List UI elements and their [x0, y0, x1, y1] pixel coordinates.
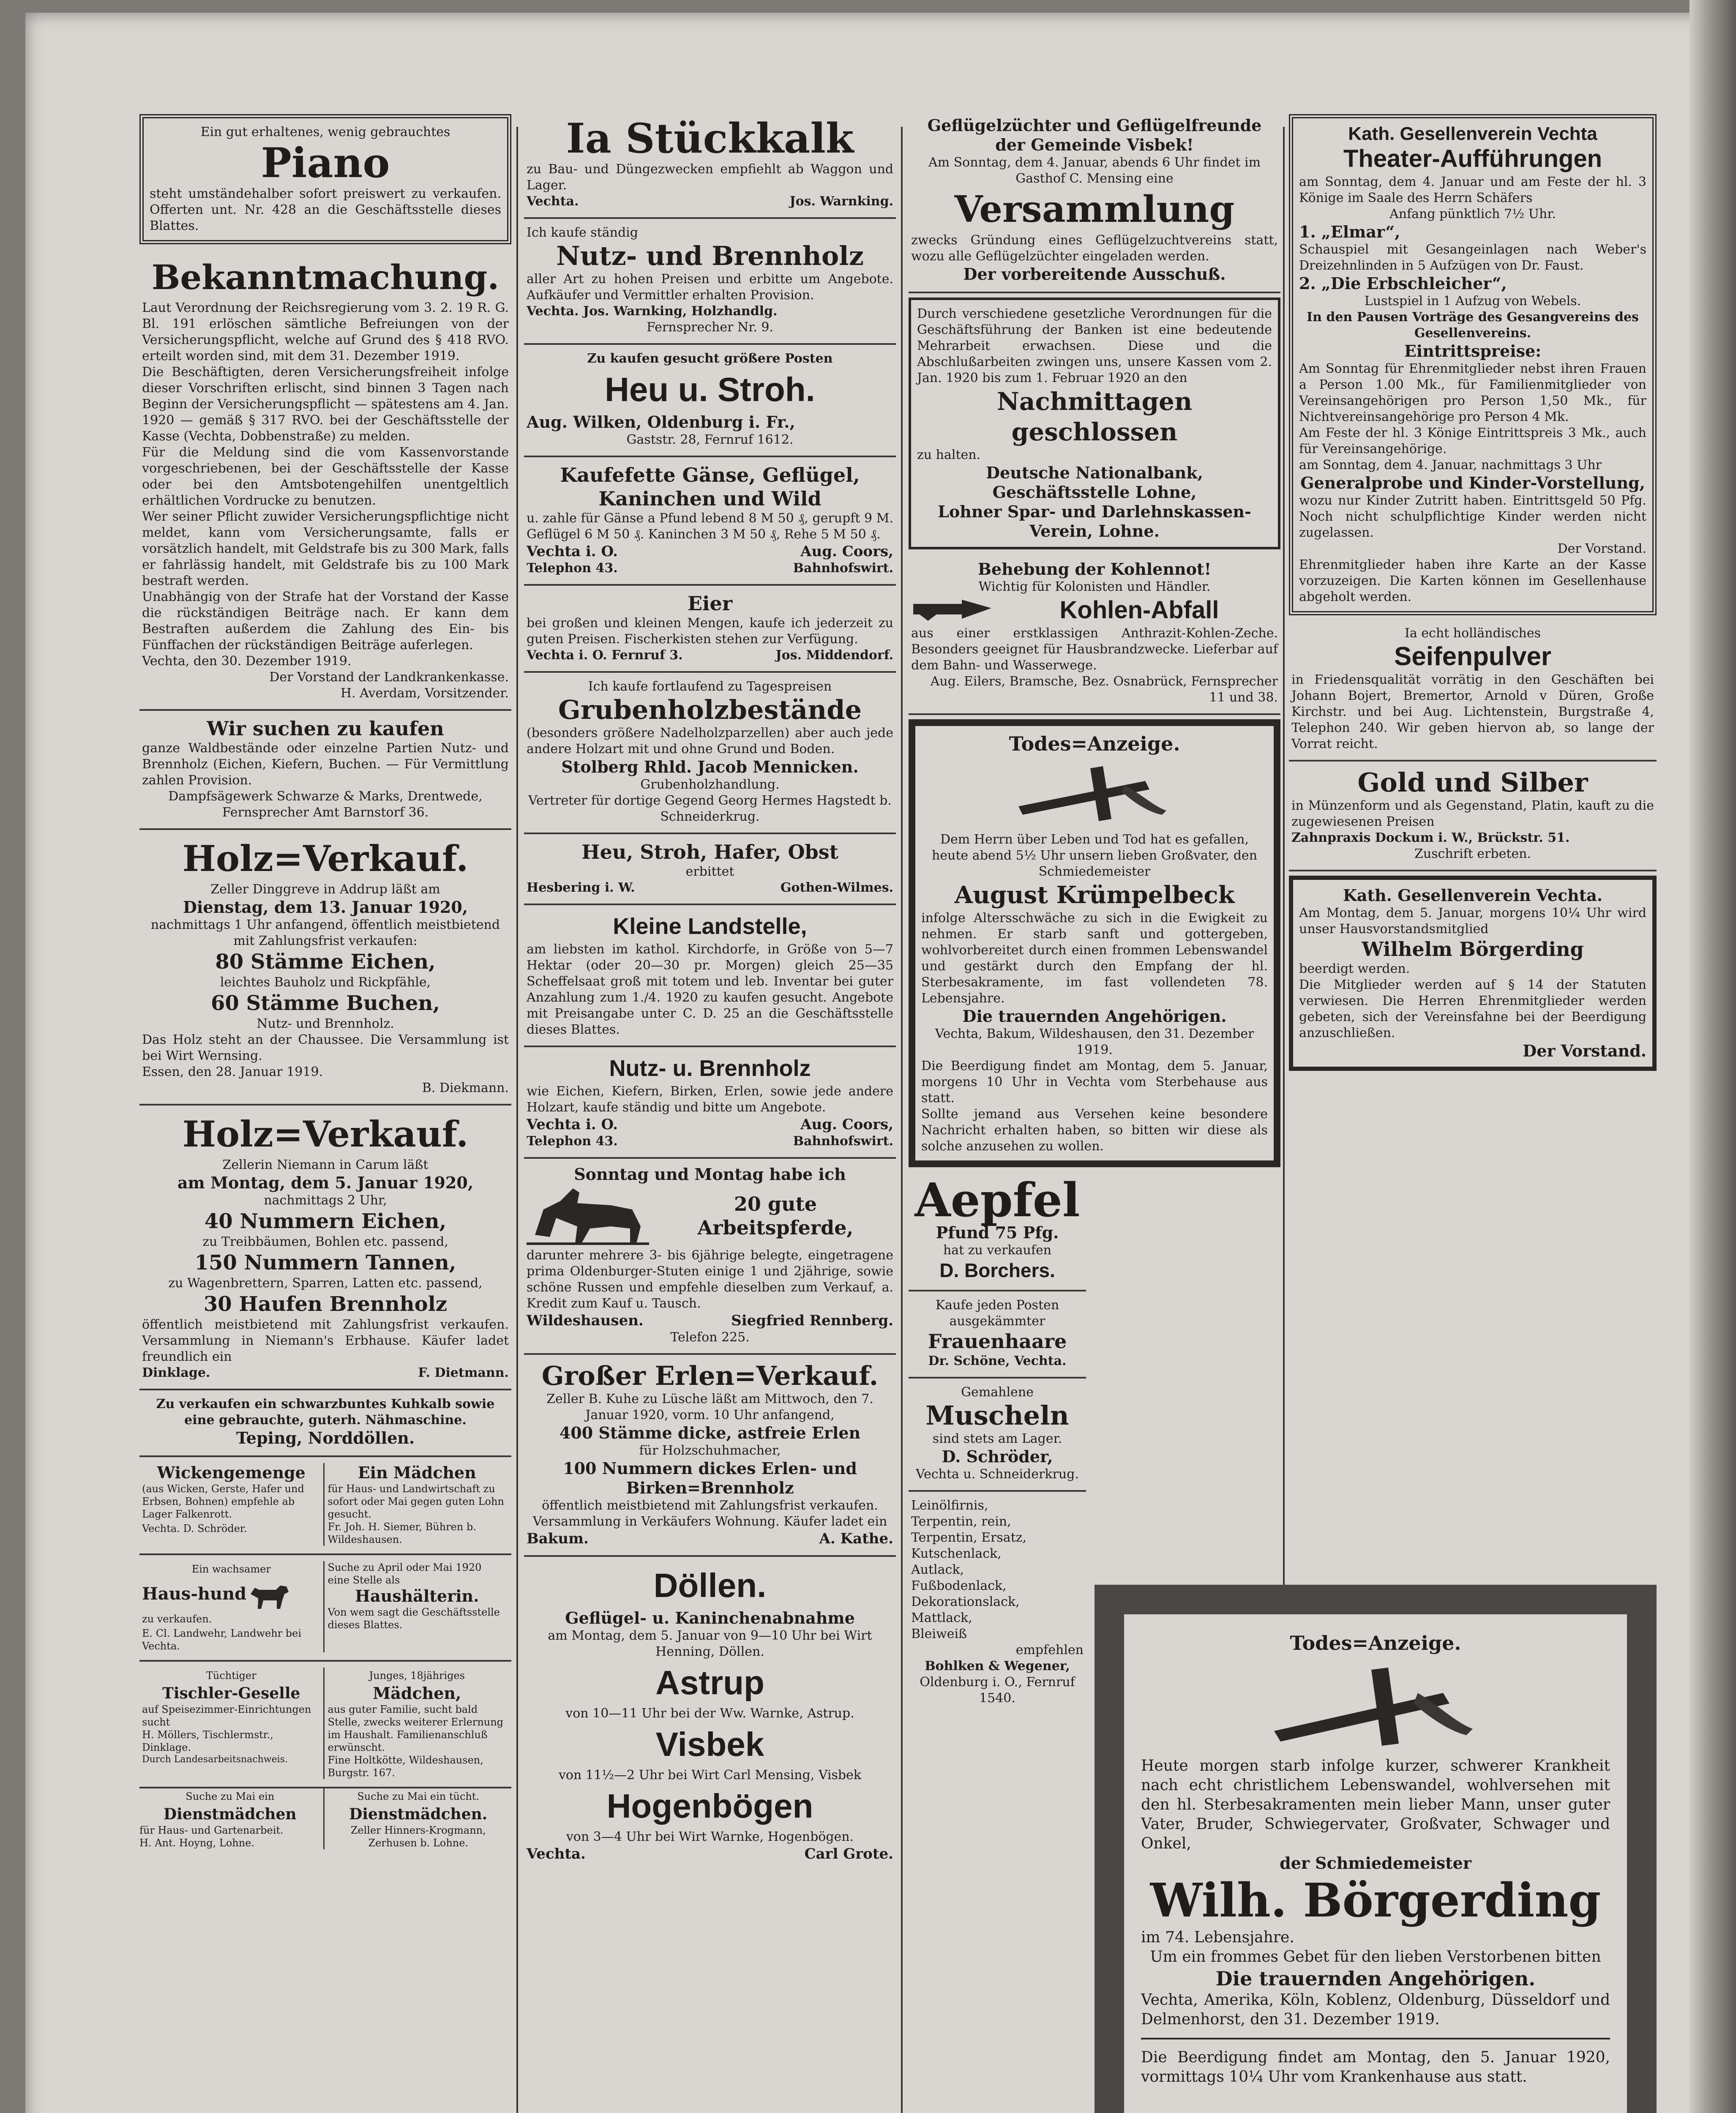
ad-theater: Kath. Gesellenverein Vechta Theater-Aufführungen am Sonntag, dem 4. Januar und am Feste der hl. 3 Könige im Saale des Herrn Schäfers Anfang pünktlich 7½ Uhr. 1. „Elmar“, Schauspiel mit Gesangeinlagen nach Weber's Dreizehnlinden in 5 Aufzügen von Dr. Faust. 2. „Die Erbschleicher“, Lustspiel in 1 Aufzug von Webels. In den Pausen Vorträge des Gesangvereins des Gesellenvereins. Eintrittspreise: Am Sonntag für Ehrenmitglieder nebst ihren Frauen a Person 1.00 Mk., für Familienmitglieder von Vereinsangehörigen pro Person 1,50 Mk., für Nichtvereinsangehörige pro Person 4 Mk. Am Feste der hl. 3 Könige Eintrittspreis 3 Mk., auch für Vereinsangehörige. am Sonntag, dem 4. Januar, nachmittags 3 Uhr Generalprobe und Kinder-Vorstellung, wozu nur Kinder Zutritt haben. Eintrittsgeld 50 Pfg. Noch nicht schulpflichtige Kinder werden nicht zugelassen. Der Vorstand. Ehrenmitglieder haben ihre Karte an der Kasse vorzuzeigen. Die Karten können im Gesellenhause abgeholt werden. — [1289, 114, 1657, 615]
ad-banken: Durch verschiedene gesetzliche Verordnungen für die Geschäftsführung der Banken ist eine bedeutende Mehrarbeit erwachsen. Diese und die Abschlußarbeiten zwingen uns, unsere Kassen vom 2. Jan. 1920 bis zum 1. Februar 1920 an den Nachmittagen geschlossen zu halten. Deutsche Nationalbank, Geschäftsstelle Lohne, Lohner Spar- und Darlehnskassen-Verein, Lohne. — [909, 298, 1280, 549]
ad-dienstmaedchen-2: Suche zu Mai ein tücht. Dienstmädchen. Zeller Hinners-Krogmann, Zerhusen b. Lohne. — [349, 1791, 488, 1849]
ad-wir-suchen: Wir suchen zu kaufen ganze Waldbestände oder einzelne Partien Nutz- und Brennholz (Eichen, Kiefern, Buchen. — Für Vermittlung zahlen Provision. Dampfsägewerk Schwarze & Marks, Drentwede, Fernsprecher Amt Barnstorf 36. — [139, 711, 511, 830]
ad-seifenpulver: Ia echt holländisches Seifenpulver in Friedensqualität vorrätig in den Geschäften bei Johann Bojert, Bremertor, Arnold v Düren, Große Kirchstr. und bei Aug. Lichtenstein, Burgstraße 4, Telephon 240. Wir geben hiervon ab, so lange der Vorrat reicht. — [1289, 620, 1657, 762]
ad-haushund: Ein wachsamer Haus-hund zu verkaufen. E. Cl. Landwehr, Landwehr bei Vechta. — [142, 1561, 325, 1652]
ad-gefluegelzuechter: Geflügelzüchter und Geflügelfreunde der Gemeinde Visbek! Am Sonntag, dem 4. Januar, abends 6 Uhr findet im Gasthof C. Mensing eine Versammlung zwecks Gründung eines Geflügelzuchtvereins statt, wozu alle Geflügelzüchter eingeladen werden. Der vorbereitende Ausschuß. — [909, 110, 1280, 293]
ad-bekanntmachung: Bekanntmachung. Laut Verordnung der Reichsregierung vom 3. 2. 19 R. G. Bl. 191 erlöschen sämtliche Befreiungen von der Versicherungspflicht, welche auf Grund des § 418 RVO. erteilt worden sind, mit dem 31. Dezember 1919. Die Beschäftigten, deren Versicherungsfreiheit infolge dieser Vorschriften erlischt, sind binnen 3 Tagen nach Beginn der Versicherungspflicht — spätestens am 4. Jan. 1920 — gemäß § 317 RVO. bei der Geschäftsstelle der Kasse (Vechta, Dobbenstraße) zu melden. Für die Meldung sind die vom Kassenvorstande vorgeschriebenen, bei der Geschäftsstelle der Kasse oder bei den Amtsbotengehilfen unentgeltlich erhältlichen Vordrucke zu benutzen. Wer seiner Pflicht zuwider Versicherungspflichtige nicht meldet, kann vom Versicherungsamte, falls er vorsätzlich handelt, mit Geldstrafe bis zu 300 Mark, falls er fahrlässig handelt, mit Geldstrafe bis zu 100 Mark bestraft werden. Unabhängig von der Strafe hat der Vorstand der Kasse die rückständigen Beiträge nach. Er kann dem Bestraften außerdem die Zahlung des Ein- bis Fünffachen der rückständigen Beiträge auferlegen. Vechta, den 30. Dezember 1919. Der Vorstand der Landkrankenkasse. H. Averdam, Vorsitzender. — [139, 248, 511, 711]
ad-heu-hafer: Heu, Stroh, Hafer, Obst erbittet Hesbering i. W. Gothen-Wilmes. — [524, 834, 896, 905]
ad-todes-anzeige-1: Todes=Anzeige. Dem Herrn über Leben und Tod hat es gefallen, heute abend 5½ Uhr unsern lieben Großvater, den Schmiedemeister August Krümpelbeck infolge Altersschwäche zu sich in die Ewigkeit zu nehmen. Er starb sanft und gottergeben, wohlvorbereitet durch einen frommen Lebenswandel und gestärkt durch den Empfang der hl. Sterbesakramente, im fast vollendeten 78. Lebensjahre. Die trauernden Angehörigen. Vechta, Bakum, Wildeshausen, den 31. Dezember 1919. Die Beerdigung findet am Montag, dem 5. Januar, morgens 10 Uhr in Vechta vom Sterbehause aus statt. Sollte jemand aus Versehen keine besondere Nachricht erhalten haben, so bitten wir diese als solche anzusehen zu wollen. — [909, 719, 1280, 1167]
ad-gold-silber: Gold und Silber in Münzenform und als Gegenstand, Platin, kauft zu die zugewiesenen Preisen Zahnpraxis Dockum i. W., Brückstr. 51. Zuschrift erbeten. — [1289, 762, 1657, 871]
ad-haushaelterin: Suche zu April oder Mai 1920 eine Stelle als Haushälterin. Von wem sagt die Geschäftsstelle dieses Blattes. — [328, 1562, 500, 1631]
horse-icon — [527, 1184, 653, 1248]
column-rule — [901, 127, 903, 2113]
divider — [1141, 2038, 1610, 2039]
ad-tischler: Tüchtiger Tischler-Geselle auf Speisezimmer-Einrichtungen sucht H. Möllers, Tischlermstr., Dinklage. Durch Landesarbeitsnachweis. — [142, 1668, 325, 1779]
ad-kohlen: Behebung der Kohlennot! Wichtig für Kolonisten und Händler. Kohlen-Abfall aus einer erstklassigen Anthrazit-Kohlen-Zeche. Besonders geeignet für Hausbrandzwecke. Lieferbar auf dem Bahn- und Wasserwege. Aug. Eilers, Bramsche, Bez. Osnabrück, Fernsprecher 11 und 38. — [909, 554, 1280, 715]
ad-wickengemenge: Wickengemenge (aus Wicken, Gerste, Hafer und Erbsen, Bohnen) empfehle ab Lager Falkenrott. Vechta. D. Schröder. — [142, 1463, 325, 1546]
ad-nutz-brennholz-1: Ich kaufe ständig Nutz- und Brennholz aller Art zu hohen Preisen und erbitte um Angebote. Aufkäufer und Vermittler erhalten Provision. Vechta. Jos. Warnking, Holzhandlg. Fernsprecher Nr. 9. — [524, 219, 896, 345]
ad-eier: Eier bei großen und kleinen Mengen, kaufe ich jederzeit zu guten Preisen. Fischerkisten stehen zur Verfügung. Vechta i. O. Fernruf 3. Jos. Middendorf. — [524, 586, 896, 673]
column-2 — [524, 110, 896, 2113]
ad-ein-maedchen: Ein Mädchen für Haus- und Landwirtschaft zu sofort oder Mai gegen guten Lohn gesucht. Fr. Joh. H. Siemer, Bühren b. Wildeshausen. — [328, 1463, 504, 1545]
ad-doellen: Döllen. Geflügel- u. Kaninchenabnahme am Montag, dem 5. Januar von 9—10 Uhr bei Wirt Henning, Döllen. Astrup von 10—11 Uhr bei der Ww. Warnke, Astrup. Visbek von 11½—2 Uhr bei Wirt Carl Mensing, Visbek Hogenbögen von 3—4 Uhr bei Wirt Warnke, Hogenbögen. Vechta. Carl Grote. — [527, 1567, 893, 1862]
ad-landstelle: Kleine Landstelle, am liebsten im kathol. Kirchdorfe, in Größe von 5—7 Hektar (oder 20—30 pr. Morgen) gleich 25—35 Scheffelsaat groß mit totem und leb. Inventar bei guter Anzahlung zum 1./4. 1920 zu kaufen gesucht. Angebote mit Preisangabe unter C. D. 25 an die Geschäftsstelle dieses Blattes. — [524, 905, 896, 1047]
ad-muscheln: Gemahlene Muscheln sind stets am Lager. D. Schröder, Vechta u. Schneiderkrug. — [909, 1379, 1086, 1492]
small-ads-row-2 — [139, 1555, 511, 1662]
ad-gaense: Kaufefette Gänse, Geflügel, Kaninchen und Wild u. zahle für Gänse a Pfund lebend 8 M 50 ₰, gerupft 9 M. Geflügel 6 M 50 ₰. Kaninchen 3 M 50 ₰, Rehe 5 M 50 ₰. Vechta i. O. Aug. Coors, Telephon 43. Bahnhofswirt. — [524, 457, 896, 586]
column-3-lower-left — [909, 1171, 1086, 1714]
column-4 — [1289, 110, 1657, 1581]
cross-icon — [1006, 760, 1183, 827]
column-rule — [516, 127, 518, 2113]
cross-icon — [1257, 1659, 1494, 1752]
ad-lacke: Leinölfirnis, Terpentin, rein, Terpentin, Ersatz, Kutschenlack, Autlack, Fußbodenlack, Dekorationslack, Mattlack, Bleiweiß empfehlen Bohlken & Wegener, Oldenburg i. O., Fernruf 1540. — [911, 1498, 1084, 1706]
page-binding — [1690, 0, 1736, 2113]
ad-todes-anzeige-2: Todes=Anzeige. Heute morgen starb infolge kurzer, schwerer Krankheit nach echt christlichem Lebenswandel, wohlversehen mit den hl. Sterbesakramenten mein lieber Mann, unser guter Vater, Bruder, Schwiegervater, Großvater, Schwager und Onkel, der Schmiedemeister Wilh. Börgerding im 74. Lebensjahre. Um ein frommes Gebet für den lieben Verstorbenen bitten Die trauernden Angehörigen. Vechta, Amerika, Köln, Koblenz, Oldenburg, Düsseldorf und Delmenhorst, den 31. Dezember 1919. Die Beerdigung findet am Montag, den 5. Januar 1920, vormittags 10¼ Uhr vom Krankenhause aus statt. — [1095, 1585, 1657, 2113]
ad-holz-verkauf-2: Holz=Verkauf. Zellerin Niemann in Carum läßt am Montag, dem 5. Januar 1920, nachmittags 2 Uhr, 40 Nummern Eichen, zu Treibbäumen, Bohlen etc. passend, 150 Nummern Tannen, zu Wagenbrettern, Sparren, Latten etc. passend, 30 Haufen Brennholz öffentlich meistbietend mit Zahlungsfrist verkaufen. Versammlung in Niemann's Erbhause. Käufer ladet freundlich ein Dinklage. F. Dietmann. — [139, 1106, 511, 1390]
ad-aepfel: Aepfel Pfund 75 Pfg. hat zu verkaufen D. Borchers. — [909, 1171, 1086, 1291]
ad-arbeitspferde: Sonntag und Montag habe ich 20 gute Arbeitspferde, darunter mehrere 3- bis 6jährige belegte, eingetragene prima Oldenburger-Stuten einige 1 und 2jährige, sowie schöne Russen und empfehle dieselben zum Verkauf, a. Kredit zum Kauf u. Tausch. Wildeshausen. Siegfried Rennberg. Telefon 225. — [524, 1159, 896, 1355]
ad-kuhkalb: Zu verkaufen ein schwarzbuntes Kuhkalb sowie eine gebrauchte, guterh. Nähmaschine. Teping, Norddöllen. — [139, 1390, 511, 1457]
ad-piano: Ein gut erhaltenes, wenig gebrauchtes Piano steht umständehalber sofort preiswert zu verkaufen. Offerten unt. Nr. 428 an die Geschäftsstelle dieses Blattes. — [139, 114, 511, 244]
ad-grubenholz: Ich kaufe fortlaufend zu Tagespreisen Grubenholzbestände (besonders größere Nadelholzparzellen) aber auch jede andere Holzart mit und ohne Grund und Boden. Stolberg Rhld. Jacob Mennicken. Grubenholzhandlung. Vertreter für dortige Gegend Georg Hermes Hagstedt b. Schneiderkrug. — [524, 673, 896, 834]
column-1 — [139, 110, 511, 2113]
small-ads-row-1 — [139, 1457, 511, 1555]
ad-stueckkalk: Ia Stückkalk zu Bau- und Düngezwecken empfiehlt ab Waggon und Lager. Vechta. Jos. Warnking. — [524, 110, 896, 219]
ad-nutz-brennholz-2: Nutz- u. Brennholz wie Eichen, Kiefern, Birken, Erlen, sowie jede andere Holzart, kaufe ständig und bitte um Angebote. Vechta i. O. Aug. Coors, Telephon 43. Bahnhofswirt. — [524, 1047, 896, 1159]
ad-dienstmaedchen-1: Suche zu Mai ein Dienstmädchen für Haus- und Gartenarbeit. H. Ant. Hoyng, Lohne. — [139, 1788, 325, 1849]
ad-gesellenverein-2: Kath. Gesellenverein Vechta. Am Montag, dem 5. Januar, morgens 10¼ Uhr wird unser Hausvorstandsmitglied Wilhelm Börgerding beerdigt werden. Die Mitglieder werden auf § 14 der Statuten verwiesen. Die Herren Ehrenmitglieder werden gebeten, sich der Vereinsfahne bei der Beerdigung anzuschließen. Der Vorstand. — [1289, 876, 1657, 1071]
ad-frauenhaare: Kaufe jeden Posten ausgekämmter Frauenhaare Dr. Schöne, Vechta. — [909, 1291, 1086, 1379]
small-ads-row-4 — [139, 1788, 511, 1849]
ad-erlen-verkauf: Großer Erlen=Verkauf. Zeller B. Kuhe zu Lüsche läßt am Mittwoch, den 7. Januar 1920, vorm. 10 Uhr anfangend, 400 Stämme dicke, astfreie Erlen für Holzschuhmacher, 100 Nummern dickes Erlen- und Birken=Brennholz öffentlich meistbietend mit Zahlungsfrist verkaufen. Versammlung in Verkäufers Wohnung. Käufer ladet ein Bakum. A. Kathe. — [524, 1355, 896, 1557]
hand-pointer-icon — [911, 595, 996, 625]
ad-heu-stroh: Zu kaufen gesucht größere Posten Heu u. Stroh. Aug. Wilken, Oldenburg i. Fr., Gaststr. 28, Fernruf 1612. — [524, 345, 896, 457]
ad-maedchen-2: Junges, 18jähriges Mädchen, aus guter Familie, sucht bald Stelle, zwecks weiterer Erlernung im Haushalt. Familienanschluß erwünscht. Fine Holtkötte, Wildeshausen, Burgstr. 167. — [328, 1670, 504, 1779]
small-ads-row-3 — [139, 1662, 511, 1788]
ad-holz-verkauf-1: Holz=Verkauf. Zeller Dinggreve in Addrup läßt am Dienstag, dem 13. Januar 1920, nachmittags 1 Uhr anfangend, öffentlich meistbietend mit Zahlungsfrist verkaufen: 80 Stämme Eichen, leichtes Bauholz und Rickpfähle, 60 Stämme Buchen, Nutz- und Brennholz. Das Holz steht an der Chaussee. Die Versammlung ist bei Wirt Wernsing. Essen, den 28. Januar 1919. B. Diekmann. — [139, 830, 511, 1106]
dog-icon — [246, 1577, 293, 1611]
